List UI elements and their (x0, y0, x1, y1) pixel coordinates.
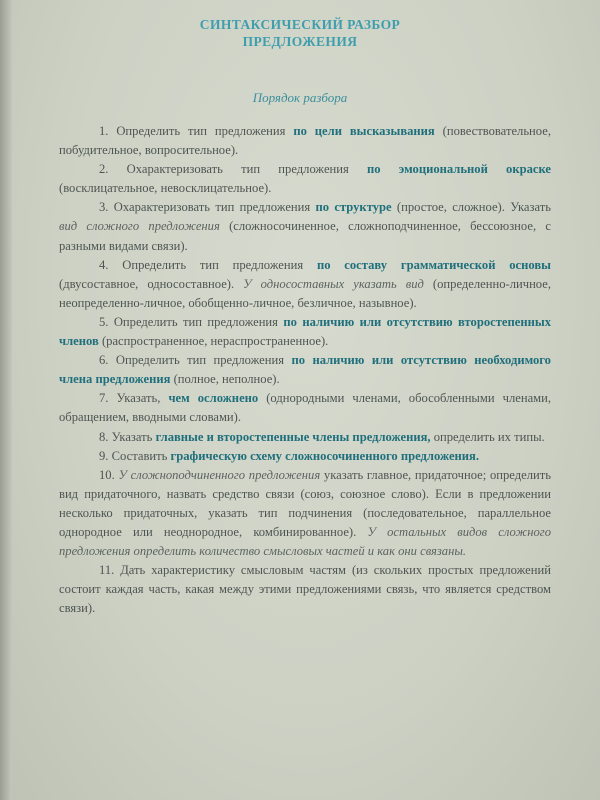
step-text-segment: У остальных видов сложного предложения определить количество смысловых частей и как они связаны. (59, 524, 551, 559)
step-text-segment: графическую схему сложносочиненного предложения. (170, 448, 480, 463)
step-text-segment: 5. Определить тип предложения (99, 314, 284, 329)
step-text-segment: (двусоставное, односоставное). (59, 276, 244, 291)
step-item (59, 447, 551, 466)
step-text-segment: 11. Дать характеристику смысловым частям (из скольких простых предложений состоит каждая часть, какая между этими предложениями связь, что является средством связи). (59, 563, 551, 616)
step-text-segment: по структуре (315, 200, 392, 215)
step-text-segment: по наличию или отсутствию необходимого члена предложения (59, 353, 551, 387)
step-text-segment: (однородными членами, обособленными членами, обращением, вводными словами). (59, 391, 552, 425)
step-text-segment: по составу грамматической основы (316, 257, 551, 272)
title-line-2: ПРЕДЛОЖЕНИЯ (242, 34, 358, 49)
step-text-segment: У сложноподчиненного предложения (118, 467, 321, 482)
step-item (59, 256, 551, 313)
step-text-segment: (определенно-личное, неопределенно-личное, обобщенно-личное, безличное, назывное). (59, 276, 552, 310)
step-item (59, 198, 551, 255)
step-text-segment: указать главное, придаточное; определить вид придаточного, назвать средство связи (союз, союзное слово). Если в предложении несколько придаточных, указать тип подчинения (последовательное, параллельное однородное или неоднородное, комбинированное). (59, 467, 551, 539)
title-line-1: СИНТАКСИЧЕСКИЙ РАЗБОР (199, 17, 401, 32)
step-text-segment: (повествовательное, побудительное, вопросительное). (59, 124, 551, 158)
step-text-segment: У односоставных указать вид (243, 276, 424, 291)
step-text-segment: вид сложного предложения (59, 219, 220, 234)
page-edge (0, 0, 12, 800)
step-text-segment: главные и второстепенные члены предложения, (155, 429, 431, 444)
step-text-segment: (восклицательное, невосклицательное). (59, 181, 272, 196)
step-text-segment: 7. Указать, (99, 391, 169, 406)
step-text-segment: 9. Составить (99, 448, 171, 463)
step-text-segment: 6. Определить тип предложения (99, 353, 292, 368)
step-text-segment: определить их типы. (430, 429, 545, 444)
step-text-segment: (сложносочиненное, сложноподчиненное, бессоюзное, с разными видами связи). (59, 219, 551, 253)
step-text-segment: 4. Определить тип предложения (99, 257, 317, 272)
step-item (59, 122, 551, 160)
step-item (59, 313, 551, 351)
analysis-steps-list (59, 122, 551, 618)
step-text-segment: по цели высказывания (293, 124, 435, 138)
step-text-segment: по эмоциональной окраске (367, 162, 552, 177)
step-item (59, 389, 551, 427)
step-text-segment: 3. Охарактеризовать тип предложения (99, 200, 316, 215)
document-title (0, 16, 600, 50)
step-text-segment: 8. Указать (99, 429, 156, 444)
document-subtitle: Порядок разбора (252, 90, 348, 105)
step-text-segment: чем осложнено (168, 391, 259, 406)
step-text-segment: 2. Охарактеризовать тип предложения (99, 162, 368, 177)
step-text-segment: (простое, сложное). Указать (391, 200, 552, 215)
step-item (59, 351, 551, 389)
step-item (59, 466, 551, 561)
step-item (59, 561, 551, 618)
step-text-segment: 10. (99, 467, 119, 482)
step-item (59, 428, 551, 447)
step-text-segment: (полное, неполное). (170, 372, 280, 387)
step-item (59, 160, 551, 198)
step-text-segment: по наличию или отсутствию второстепенных членов (59, 314, 551, 349)
step-text-segment: 1. Определить тип предложения (99, 124, 294, 138)
step-text-segment: (распространенное, нераспространенное). (98, 334, 329, 349)
